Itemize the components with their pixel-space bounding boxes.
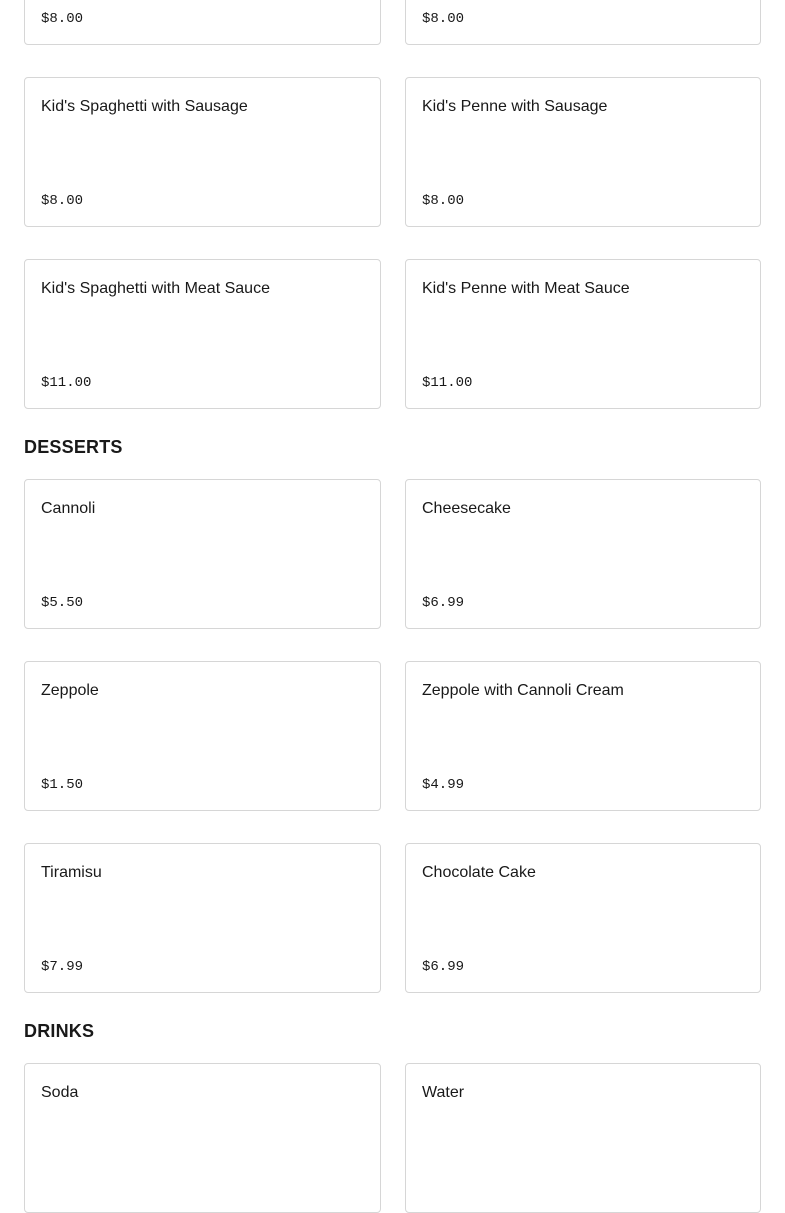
section-title-desserts: DESSERTS: [24, 437, 123, 457]
menu-item-card[interactable]: [405, 0, 761, 45]
menu-item-price: $8.00: [41, 193, 84, 209]
menu-item-card[interactable]: [405, 843, 761, 993]
menu-item-card[interactable]: [24, 0, 381, 45]
menu-grid-desserts: [24, 479, 785, 993]
menu-item-name: Tiramisu: [41, 864, 102, 881]
menu-item-card[interactable]: [24, 77, 381, 227]
menu-item-name: Cheesecake: [422, 500, 511, 517]
menu-item-name: Water: [422, 1084, 465, 1101]
menu-item-price: $7.99: [41, 959, 84, 975]
menu-item-card[interactable]: [24, 843, 381, 993]
menu-grid-drinks: [24, 1063, 785, 1213]
menu-item-card[interactable]: [24, 479, 381, 629]
menu-item-price: $6.99: [422, 595, 465, 611]
menu-item-name: Zeppole with Cannoli Cream: [422, 682, 624, 699]
menu-item-card[interactable]: [24, 1063, 381, 1213]
section-title-drinks: DRINKS: [24, 1021, 95, 1041]
menu-grid-kids: [24, 0, 785, 409]
menu-item-price: $8.00: [422, 193, 465, 209]
menu-item-name: Zeppole: [41, 682, 99, 699]
menu-item-name: Cannoli: [41, 500, 96, 517]
menu-item-price: $5.50: [41, 595, 84, 611]
menu-item-price: $11.00: [41, 375, 92, 391]
menu-item-card[interactable]: [405, 661, 761, 811]
menu-item-name: Chocolate Cake: [422, 864, 536, 881]
menu-item-price: $6.99: [422, 959, 465, 975]
menu-item-card[interactable]: [405, 259, 761, 409]
menu-item-name: Kid's Spaghetti with Sausage: [41, 98, 248, 115]
menu-item-card[interactable]: [405, 77, 761, 227]
menu-item-card[interactable]: [24, 661, 381, 811]
menu-item-name: Soda: [41, 1084, 79, 1101]
menu-item-price: $4.99: [422, 777, 465, 793]
menu-item-card[interactable]: [405, 479, 761, 629]
menu-item-card[interactable]: [24, 259, 381, 409]
menu-item-card[interactable]: [405, 1063, 761, 1213]
menu-item-price: $8.00: [41, 11, 84, 27]
menu-item-price: $1.50: [41, 777, 84, 793]
menu-item-price: $8.00: [422, 11, 465, 27]
menu-item-price: $11.00: [422, 375, 473, 391]
menu-item-name: Kid's Penne with Meat Sauce: [422, 280, 630, 297]
menu-item-name: Kid's Spaghetti with Meat Sauce: [41, 280, 270, 297]
menu-item-name: Kid's Penne with Sausage: [422, 98, 608, 115]
